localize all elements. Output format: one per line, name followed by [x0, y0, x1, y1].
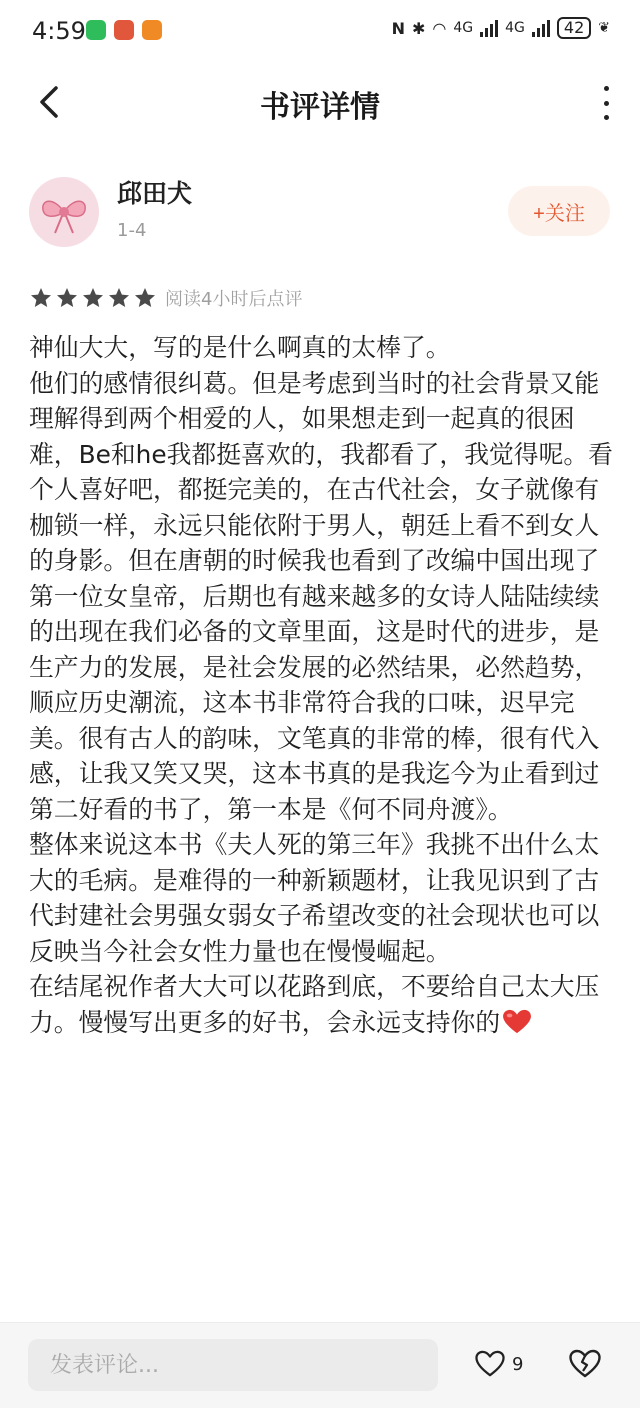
like-button[interactable]	[474, 1350, 523, 1378]
review-text	[29, 330, 614, 1040]
like-count: 9	[512, 1353, 524, 1375]
star-icon	[107, 286, 131, 310]
more-vertical-icon	[604, 86, 609, 91]
wechat-icon	[86, 20, 106, 40]
signal-icon	[480, 19, 498, 37]
bottom-action-bar	[0, 1322, 640, 1408]
review-paragraph-last	[29, 969, 614, 1040]
star-icon	[55, 286, 79, 310]
star-icon	[81, 286, 105, 310]
bow-avatar-icon	[29, 177, 99, 247]
review-paragraph: 神仙大大，写的是什么啊真的太棒了。	[29, 333, 451, 362]
rating-note: 阅读4小时后点评	[165, 289, 303, 310]
network-label: 4G	[453, 20, 474, 36]
app-icon	[114, 20, 134, 40]
wifi-icon: ◠	[432, 18, 447, 38]
comment-input[interactable]	[28, 1339, 438, 1391]
star-icon	[133, 286, 157, 310]
page-title: 书评详情	[260, 90, 380, 125]
user-level: 1-4	[117, 220, 147, 241]
rating-row	[29, 285, 302, 311]
review-paragraph: 他们的感情很纠葛。但是考虑到当时的社会背景又能理解得到两个相爱的人，如果想走到一起真的很困难，Be和he我都挺喜欢的，我都看了，我觉得呢。看个人喜好吧，都挺完美的，在古代社会，女子就像有枷锁一样，永远只能依附于男人，朝廷上看不到女人的身影。但在唐朝的时候我也看到了改编中国出现了第一位女皇帝，后期也有越来越多的女诗人陆陆续续的出现在我们必备的文章里面，这是时代的进步，是生产力的发展，是社会发展的必然结果，必然趋势，顺应历史潮流，这本书非常符合我的口味，迟早完美。很有古人的韵味，文笔真的非常的棒，很有代入感，让我又笑又哭，这本书真的是我迄今为止看到过第二好看的书了，第一本是《何不同舟渡》。	[29, 368, 613, 824]
red-heart-emoji	[500, 1009, 534, 1035]
username[interactable]: 邱田犬	[117, 179, 193, 208]
leaf-icon: ❦	[598, 20, 610, 36]
nfc-icon: N	[391, 18, 405, 38]
status-indicators	[392, 17, 610, 39]
avatar[interactable]	[29, 177, 99, 247]
dislike-button[interactable]	[568, 1349, 602, 1383]
more-options-button[interactable]	[598, 86, 614, 120]
top-navigation	[0, 70, 640, 134]
review-paragraph: 整体来说这本书《夫人死的第三年》我挑不出什么太大的毛病。是难得的一种新颖题材，让我见识到了古代封建社会男强女弱女子希望改变的社会现状也可以反映当今社会女性力量也在慢慢崛起。	[29, 830, 600, 966]
status-bar	[0, 0, 640, 64]
star-icon	[29, 286, 53, 310]
signal-icon	[532, 19, 550, 37]
follow-button[interactable]: +关注	[508, 186, 610, 236]
status-time: 4:59	[32, 17, 86, 45]
network-label: 4G	[505, 20, 525, 36]
heart-outline-icon	[474, 1350, 506, 1378]
battery-indicator: 42	[557, 17, 591, 39]
bluetooth-icon: ✱	[412, 18, 426, 38]
star-rating	[29, 286, 157, 310]
app-icon	[142, 20, 162, 40]
broken-heart-icon	[568, 1349, 602, 1379]
review-paragraph-text: 在结尾祝作者大大可以花路到底，不要给自己太大压力。慢慢写出更多的好书，会永远支持你的	[29, 972, 600, 1037]
status-app-icons	[86, 20, 162, 40]
